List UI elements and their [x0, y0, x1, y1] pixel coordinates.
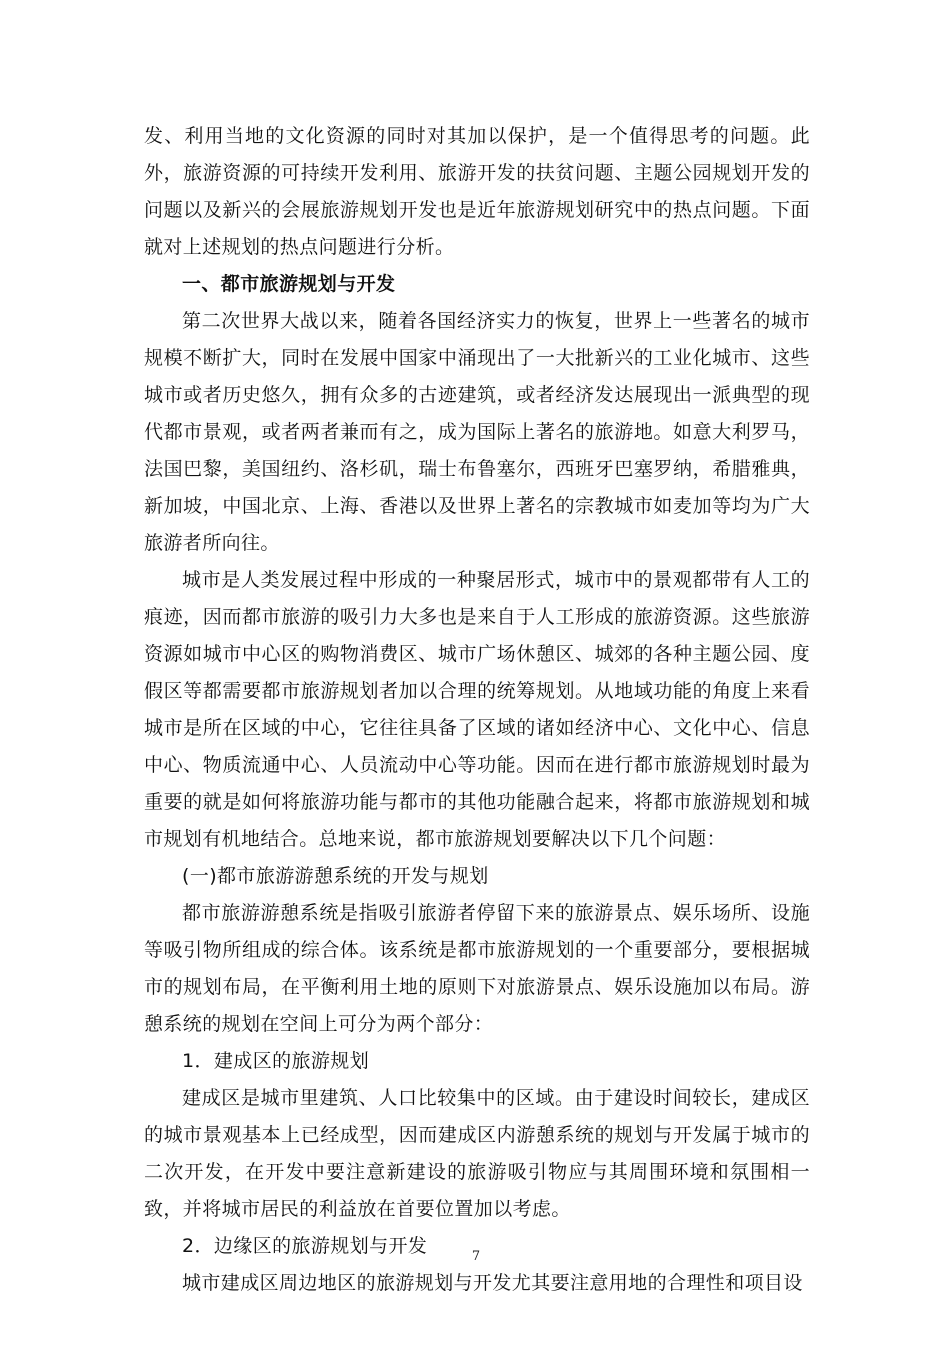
section-heading: 一、都市旅游规划与开发: [182, 273, 396, 295]
paragraph-recreation-system: 都市旅游游憩系统是指吸引旅游者停留下来的旅游景点、娱乐场所、设施等吸引物所组成的综合体。该系统是都市旅游规划的一个重要部分，要根据城市的规划布局，在平衡利用土地的原则下对旅游景点、娱乐设施加以布局。游憩系统的规划在空间上可分为两个部分：: [144, 902, 810, 1035]
paragraph-fringe-area: 城市建成区周边地区的旅游规划与开发尤其要注意用地的合理性和项目设: [182, 1272, 803, 1294]
item-heading-fringe-area: 2．边缘区的旅游规划与开发: [182, 1235, 428, 1257]
item-heading-built-area: 1．建成区的旅游规划: [182, 1050, 370, 1072]
page-number: 7: [471, 1249, 481, 1264]
subsection-heading: (一)都市旅游游憩系统的开发与规划: [182, 865, 489, 887]
body-text: [144, 118, 810, 1302]
paragraph-city-functions: 城市是人类发展过程中形成的一种聚居形式，城市中的景观都带有人工的痕迹，因而都市旅游的吸引力大多也是来自于人工形成的旅游资源。这些旅游资源如城市中心区的购物消费区、城市广场休憩区、城郊的各种主题公园、度假区等都需要都市旅游规划者加以合理的统筹规划。从地域功能的角度上来看城市是所在区域的中心，它往往具备了区域的诸如经济中心、文化中心、信息中心、物质流通中心、人员流动中心等功能。因而在进行都市旅游规划时最为重要的就是如何将旅游功能与都市的其他功能融合起来，将都市旅游规划和城市规划有机地结合。总地来说，都市旅游规划要解决以下几个问题：: [144, 569, 810, 850]
paragraph-built-area: 建成区是城市里建筑、人口比较集中的区域。由于建设时间较长，建成区的城市景观基本上已经成型，因而建成区内游憩系统的规划与开发属于城市的二次开发，在开发中要注意新建设的旅游吸引物应与其周围环境和氛围相一致，并将城市居民的利益放在首要位置加以考虑。: [144, 1087, 810, 1220]
paragraph-continuation: 发、利用当地的文化资源的同时对其加以保护，是一个值得思考的问题。此外，旅游资源的可持续开发利用、旅游开发的扶贫问题、主题公园规划开发的问题以及新兴的会展旅游规划开发也是近年旅游规划研究中的热点问题。下面就对上述规划的热点问题进行分析。: [144, 125, 810, 258]
paragraph-world-cities: 第二次世界大战以来，随着各国经济实力的恢复，世界上一些著名的城市规模不断扩大，同时在发展中国家中涌现出了一大批新兴的工业化城市、这些城市或者历史悠久，拥有众多的古迹建筑，或者经济发达展现出一派典型的现代都市景观，或者两者兼而有之，成为国际上著名的旅游地。如意大利罗马，法国巴黎，美国纽约、洛杉矶，瑞士布鲁塞尔，西班牙巴塞罗纳，希腊雅典，新加坡，中国北京、上海、香港以及世界上著名的宗教城市如麦加等均为广大旅游者所向往。: [144, 310, 810, 554]
